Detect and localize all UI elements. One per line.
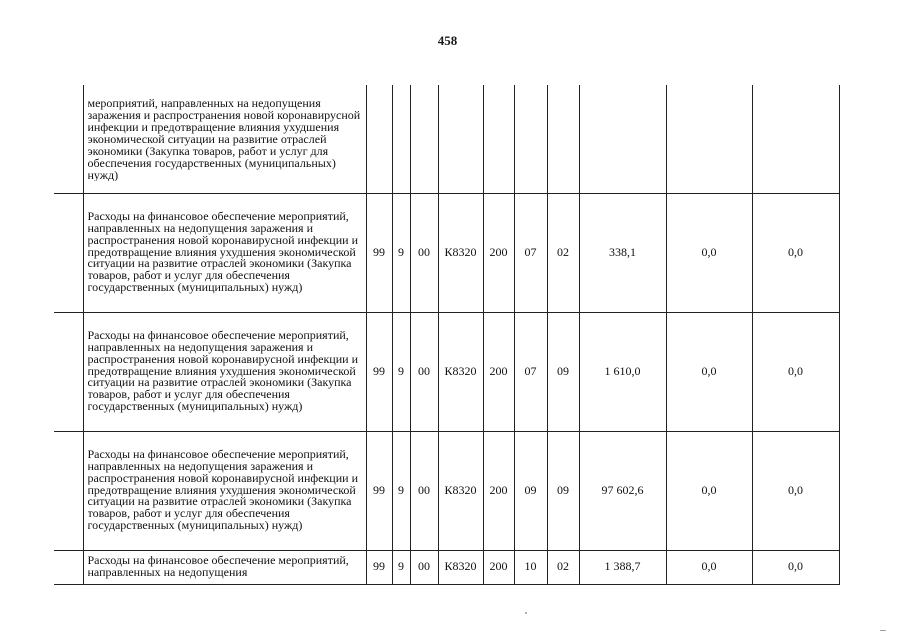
description-cell: мероприятий, направленных на недопущения заражения и распространения новой коронавирусной инфекции и предотвращение влияния ухудшения экономической ситуации на развитие отраслей экономики (Закупка товаров, работ и услуг для обеспечения государственных (муниципальных) нужд)	[83, 85, 366, 193]
pp-cell: 9	[392, 312, 410, 431]
row-number-cell	[54, 85, 83, 193]
pp-cell: 9	[392, 193, 410, 312]
vr-cell: 200	[483, 550, 514, 584]
vr-cell: 200	[483, 193, 514, 312]
sum-year1-cell	[579, 85, 666, 193]
code-cell: К8320	[438, 431, 483, 550]
sum-year2-cell: 0,0	[666, 193, 752, 312]
page-number: 458	[437, 33, 458, 48]
sum-year2-cell: 0,0	[666, 312, 752, 431]
row-number-cell	[54, 550, 83, 584]
sum-year3-cell: 0,0	[752, 550, 839, 584]
sum-year2-cell: 0,0	[666, 431, 752, 550]
code-cell: К8320	[438, 312, 483, 431]
om-cell: 00	[410, 431, 438, 550]
sum-year2-cell: 0,0	[666, 550, 752, 584]
row-number-cell	[54, 431, 83, 550]
sum-year1-cell: 1 610,0	[579, 312, 666, 431]
budget-table	[54, 85, 840, 585]
rz-cell: 10	[514, 550, 547, 584]
gp-cell: 99	[366, 312, 392, 431]
description-cell: Расходы на финансовое обеспечение мероприятий, направленных на недопущения	[83, 550, 366, 584]
vr-cell	[483, 85, 514, 193]
row-number-cell	[54, 193, 83, 312]
table-row	[54, 193, 839, 312]
pp-cell: 9	[392, 550, 410, 584]
om-cell: 00	[410, 193, 438, 312]
sum-year3-cell: 0,0	[752, 193, 839, 312]
table-row	[54, 312, 839, 431]
description-cell: Расходы на финансовое обеспечение мероприятий, направленных на недопущения заражения и распространения новой коронавирусной инфекции и предотвращение влияния ухудшения экономической ситуации на развитие отраслей экономики (Закупка товаров, работ и услуг для обеспечения государственных (муниципальных) нужд)	[83, 312, 366, 431]
table-row	[54, 85, 839, 193]
pr-cell	[547, 85, 579, 193]
rz-cell: 09	[514, 431, 547, 550]
sum-year3-cell	[752, 85, 839, 193]
table-row	[54, 431, 839, 550]
pr-cell: 02	[547, 193, 579, 312]
description-cell: Расходы на финансовое обеспечение мероприятий, направленных на недопущения заражения и распространения новой коронавирусной инфекции и предотвращение влияния ухудшения экономической ситуации на развитие отраслей экономики (Закупка товаров, работ и услуг для обеспечения государственных (муниципальных) нужд)	[83, 431, 366, 550]
rz-cell: 07	[514, 312, 547, 431]
om-cell: 00	[410, 312, 438, 431]
sum-year1-cell: 1 388,7	[579, 550, 666, 584]
sum-year3-cell: 0,0	[752, 431, 839, 550]
pr-cell: 02	[547, 550, 579, 584]
vr-cell: 200	[483, 312, 514, 431]
gp-cell: 99	[366, 193, 392, 312]
scan-speck	[525, 612, 527, 614]
gp-cell: 99	[366, 431, 392, 550]
pr-cell: 09	[547, 431, 579, 550]
code-cell	[438, 85, 483, 193]
sum-year1-cell: 97 602,6	[579, 431, 666, 550]
pr-cell: 09	[547, 312, 579, 431]
vr-cell: 200	[483, 431, 514, 550]
rz-cell: 07	[514, 193, 547, 312]
code-cell: К8320	[438, 193, 483, 312]
table-row	[54, 550, 839, 584]
scan-speck	[880, 630, 886, 631]
description-cell: Расходы на финансовое обеспечение мероприятий, направленных на недопущения заражения и распространения новой коронавирусной инфекции и предотвращение влияния ухудшения экономической ситуации на развитие отраслей экономики (Закупка товаров, работ и услуг для обеспечения государственных (муниципальных) нужд)	[83, 193, 366, 312]
row-number-cell	[54, 312, 83, 431]
om-cell	[410, 85, 438, 193]
gp-cell	[366, 85, 392, 193]
sum-year3-cell: 0,0	[752, 312, 839, 431]
sum-year1-cell: 338,1	[579, 193, 666, 312]
pp-cell: 9	[392, 431, 410, 550]
sum-year2-cell	[666, 85, 752, 193]
om-cell: 00	[410, 550, 438, 584]
rz-cell	[514, 85, 547, 193]
code-cell: К8320	[438, 550, 483, 584]
pp-cell	[392, 85, 410, 193]
gp-cell: 99	[366, 550, 392, 584]
